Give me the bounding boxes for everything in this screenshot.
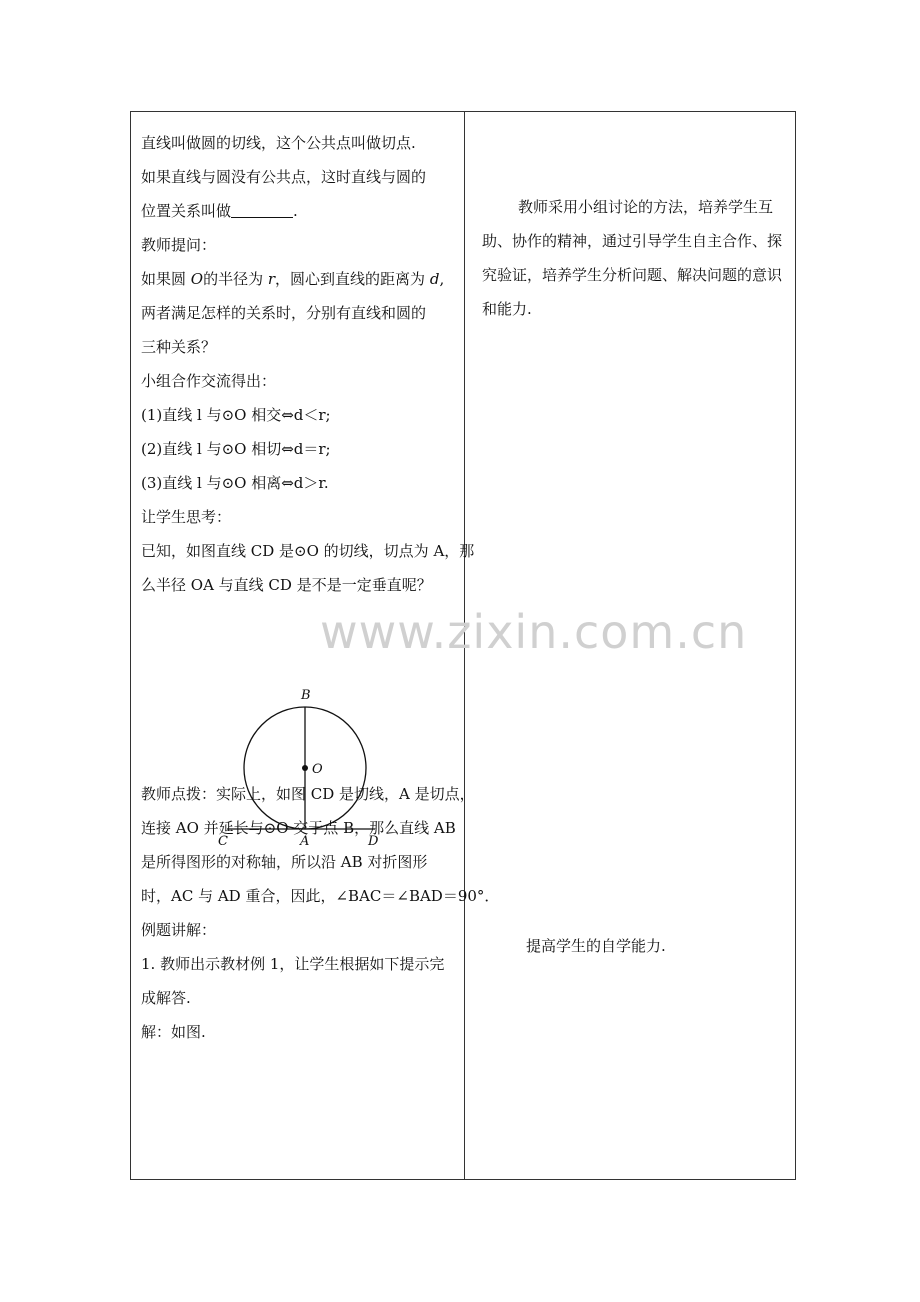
intent-line: 提高学生的自学能力. <box>526 937 666 955</box>
condition-3: (3)直线 l 与⊙O 相离⇔d＞r. <box>141 474 329 492</box>
text-line: 让学生思考： <box>141 508 232 526</box>
text-line: 时，AC 与 AD 重合，因此，∠BAC＝∠BAD＝90°． <box>141 887 500 905</box>
condition-1: (1)直线 l 与⊙O 相交⇔d＜r; <box>141 406 331 424</box>
teaching-process-column <box>141 126 500 1049</box>
text-line: 小组合作交流得出： <box>141 372 277 390</box>
text-line: 位置关系叫做 . <box>141 194 453 228</box>
text-line: 如果直线与圆没有公共点，这时直线与圆的 <box>141 168 427 186</box>
label-B: B <box>301 688 311 703</box>
text-line: 直线叫做圆的切线，这个公共点叫做切点. <box>141 134 416 152</box>
text-line: 1. 教师出示教材例 1，让学生根据如下提示完 <box>141 955 445 973</box>
tangent-circle-figure <box>213 677 413 847</box>
text-line: 成解答. <box>141 989 191 1007</box>
text-line: 么半径 OA 与直线 CD 是不是一定垂直呢？ <box>141 576 432 594</box>
intent-line: 助、协作的精神，通过引导学生自主合作、探 <box>482 232 783 250</box>
label-C: C <box>218 834 228 847</box>
text-line: 教师点拨：实际上，如图 CD 是切线，A 是切点， <box>141 785 475 803</box>
condition-2: (2)直线 l 与⊙O 相切⇔d＝r; <box>141 440 331 458</box>
text-line: 教师提问： <box>141 236 217 254</box>
text-line: 例题讲解： <box>141 921 217 939</box>
label-D: D <box>368 834 379 847</box>
text-line: 已知，如图直线 CD 是⊙O 的切线，切点为 A，那 <box>141 542 475 560</box>
intent-line: 教师采用小组讨论的方法，培养学生互 <box>518 198 774 216</box>
intent-line: 究验证，培养学生分析问题、解决问题的意识 <box>482 266 783 284</box>
fill-blank <box>231 199 293 218</box>
intent-line: 和能力. <box>482 300 532 318</box>
center-point <box>302 765 308 771</box>
text-line: 解：如图. <box>141 1023 206 1041</box>
text-line: 连接 AO 并延长与⊙O 交于点 B，那么直线 AB <box>141 819 456 837</box>
label-O: O <box>312 762 323 777</box>
text-line: 三种关系？ <box>141 338 217 356</box>
watermark: www.zixin.com.cn <box>320 605 748 659</box>
text-line: 如果圆 O的半径为 r，圆心到直线的距离为 d, <box>141 270 445 288</box>
label-A: A <box>300 834 310 847</box>
text-line: 是所得图形的对称轴，所以沿 AB 对折图形 <box>141 853 428 871</box>
text-line: 两者满足怎样的关系时，分别有直线和圆的 <box>141 304 427 322</box>
